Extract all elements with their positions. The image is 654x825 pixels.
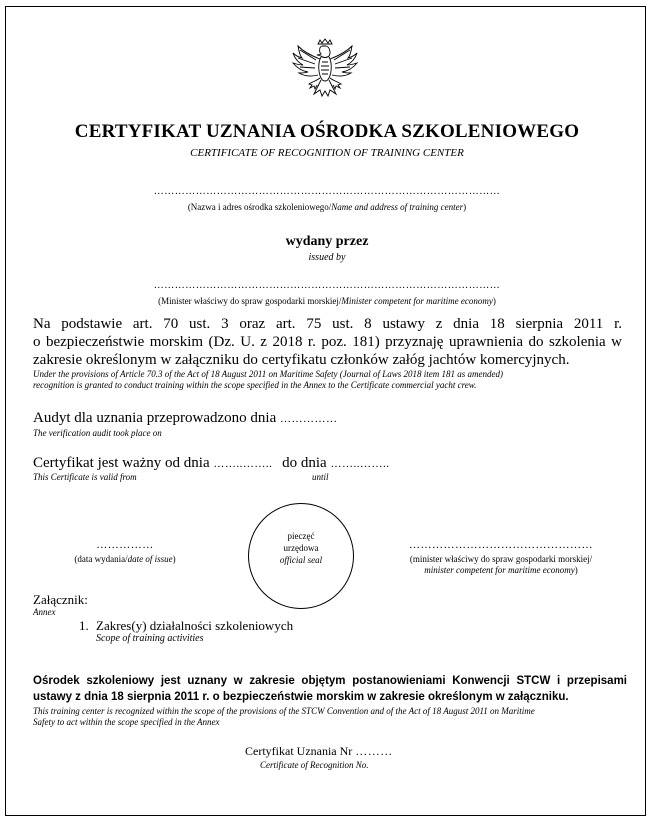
issued-by-field: ……………………………………………………………………………………… (153, 280, 501, 291)
basis-line-2: o bezpieczeństwie morskim (Dz. U. z 2018 r. poz. 181) przyznaję uprawnienia do szkolenia w (33, 334, 622, 350)
date-issue-label (45, 554, 205, 564)
cert-number-label: Certyfikat Uznania Nr (245, 744, 353, 758)
center-name-field: ……………………………………………………………………………………… (153, 186, 501, 197)
cert-number-line (245, 744, 393, 759)
issued-by-label-close: ) (492, 296, 496, 306)
cert-number-field: ……… (355, 744, 393, 758)
annex-item-1-en: Scope of training activities (96, 633, 204, 644)
seal-en: official seal (279, 555, 323, 565)
basis-line-3: zakresie określonym w załączniku do certyfikatu członków załóg jachtów komercyjnych. (33, 352, 570, 368)
annex-label: Załącznik: (33, 592, 88, 607)
audit-label: Audyt dla uznania przeprowadzono dnia (33, 410, 277, 426)
validity-to-field: ……..…….. (330, 458, 390, 470)
center-name-label-en: Name and address of training center (331, 202, 464, 212)
date-issue-label-pl: (data wydania/ (74, 554, 128, 564)
issued-by-subtitle: issued by (308, 252, 346, 263)
annex-item-1: Zakres(y) działalności szkoleniowych (96, 618, 294, 633)
certificate-subtitle: CERTIFICATE OF RECOGNITION OF TRAINING CENTER (190, 147, 464, 159)
minister-signature-label-close: ) (574, 565, 578, 575)
validity-from-label: Certyfikat jest ważny od dnia (33, 455, 210, 471)
basis-en-1: Under the provisions of Article 70.3 of the Act of 18 August 2011 on Maritime Safety (Journal of Laws 2018 item 181 as amended) (33, 369, 503, 379)
statement-en-1: This training center is recognized within the scope of the provisions of the STCW Convention and of the Act of 18 August 2011 on Maritime (33, 706, 535, 716)
audit-line (33, 408, 338, 429)
annex-item-number: 1. (79, 618, 89, 633)
issued-by-title: wydany przez (285, 234, 369, 249)
center-name-label (0, 202, 654, 212)
seal-line-2: urzędowa (283, 543, 319, 553)
audit-date-field: …………… (280, 413, 338, 425)
seal-line-1: pieczęć (287, 531, 315, 541)
center-name-label-close: ) (463, 202, 467, 212)
basis-line-1: Na podstawie art. 70 ust. 3 oraz art. 75 ust. 8 ustawy z dnia 18 sierpnia 2011 r. (33, 316, 622, 332)
issued-by-label (0, 296, 654, 306)
center-name-label-pl: (Nazwa i adres ośrodka szkoleniowego/ (187, 202, 332, 212)
validity-en-to: until (312, 472, 329, 482)
issued-by-label-pl: (Minister właściwy do spraw gospodarki morskiej/ (158, 296, 342, 306)
basis-en-2: recognition is granted to conduct training within the scope specified in the Annex to the Certificate commercial yacht crew. (33, 380, 477, 390)
minister-signature-label-pl: (minister właściwy do spraw gospodarki morskiej/ (409, 554, 593, 564)
validity-en-from: This Certificate is valid from (33, 472, 137, 482)
audit-en: The verification audit took place on (33, 428, 162, 438)
minister-signature-label (383, 554, 619, 576)
date-issue-label-en: date of issue (127, 554, 173, 564)
statement-line-2: ustawy z dnia 18 sierpnia 2011 r. o bezpieczeństwie morskim w zakresie określonym w załączniku. (33, 691, 569, 703)
minister-signature-label-en: minister competent for maritime economy (424, 565, 575, 575)
validity-to-label: do dnia (282, 455, 327, 471)
date-issue-label-close: ) (172, 554, 176, 564)
statement-line-1: Ośrodek szkoleniowy jest uznany w zakresie objętym postanowieniami Konwencji STCW i przepisami (33, 675, 627, 687)
polish-eagle-emblem-icon (290, 38, 360, 104)
validity-line (33, 453, 389, 474)
issued-by-label-en: Minister competent for maritime economy (341, 296, 493, 306)
statement-en-2: Safety to act within the scope specified in the Annex (33, 717, 220, 727)
annex-en: Annex (33, 607, 56, 617)
cert-number-en: Certificate of Recognition No. (260, 760, 369, 770)
minister-signature-field: ………………………………………… (409, 539, 593, 551)
validity-from-field: ……..…….. (213, 458, 273, 470)
date-issue-field: …………… (96, 539, 154, 551)
certificate-title: CERTYFIKAT UZNANIA OŚRODKA SZKOLENIOWEGO (74, 121, 580, 142)
